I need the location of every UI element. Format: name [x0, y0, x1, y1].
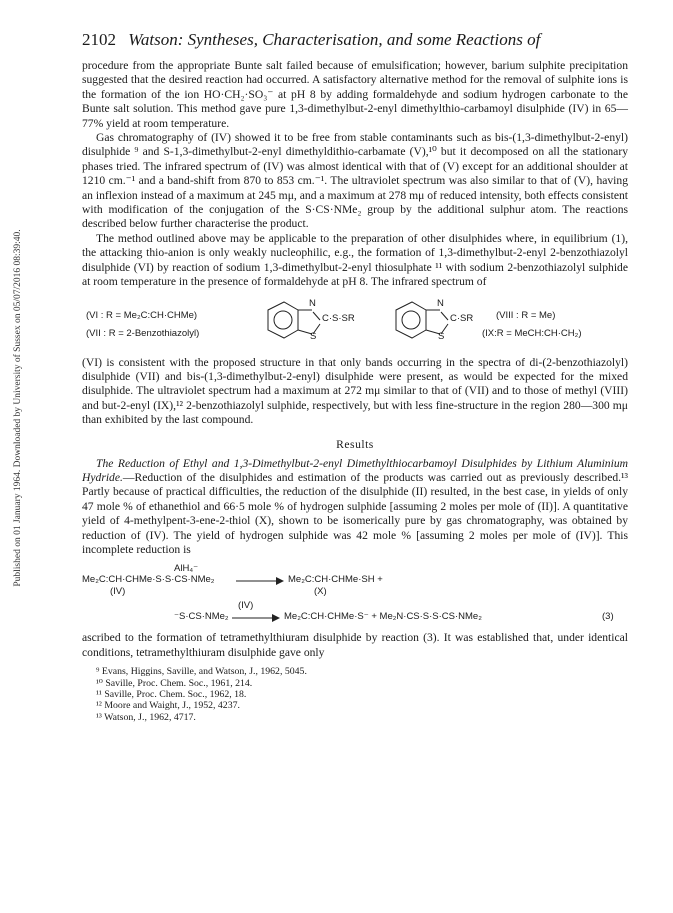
- benzothiazole-ring-1: [258, 297, 358, 348]
- reaction-equations: [82, 563, 628, 625]
- eq-arrow-2: [232, 614, 280, 622]
- results-subheading: The Reduction of Ethyl and 1,3-Dimethylbut-2-enyl Dimethylthiocarbamoyl Disulphides by Lithium Aluminium Hydride.: [82, 456, 628, 484]
- footnote-9: ⁹ Evans, Higgins, Saville, and Watson, J., 1962, 5045.: [96, 666, 307, 678]
- paragraph-4: (VI) is consistent with the proposed structure in that only bands occurring in the spectra of di-(2-benzothiazolyl) disulphide (VII) and bis-(1,3-dimethylbut-2-enyl) disulphide were present, as would be expected for the mixed disulphide. The ultraviolet spectrum had a maximum at 272 mμ similar to that of (VII) and to those of methyl (VIII) and but-2-enyl (IX),¹² 2-benzothiazolyl sulphide, respectively, but with less fine-structure in the region 280—300 mμ than exhibited by the last compound.: [82, 355, 628, 427]
- eq2-right: Me₂C:CH·CHMe·S⁻ + Me₂N·CS·S·S·CS·NMe₂: [284, 611, 482, 623]
- benzothiazole-structures: [82, 298, 628, 350]
- paragraph-2: Gas chromatography of (IV) showed it to be free from stable contaminants such as bis-(1,3-dimethylbut-2-enyl) disulphide ⁹ and S-1,3-dimethylbut-2-enyl dimethyldithio-carbamate (V),¹⁰ but it decomposed on all the stationary phases tried. The infrared spectrum of (IV) was almost identical with that of (V) except for an additional shoulder at 1210 cm.⁻¹ and a band-shift from 870 to 853 cm.⁻¹. The ultraviolet spectrum was also similar to that of (V), having an inflexion instead of a maximum at 245 mμ, and a maximum at 278 mμ of reduced intensity, both effects consistent with modification of the conjugation of the S·CS·NMe₂ group by the additional sulphur atom. The reactions described below further characterise the product.: [82, 131, 628, 231]
- footnote-10: ¹⁰ Saville, Proc. Chem. Soc., 1961, 214.: [96, 677, 253, 689]
- benzothiazole-ring-2: [386, 297, 486, 348]
- structure-label-viii: (VIII : R = Me): [496, 309, 556, 321]
- atom-n-2: N: [437, 297, 444, 309]
- running-title: Watson: Syntheses, Characterisation, and some Reactions of: [128, 30, 541, 49]
- footnote-13: ¹³ Watson, J., 1962, 4717.: [96, 711, 196, 723]
- eq-number: (3): [602, 611, 614, 623]
- paragraph-6: ascribed to the formation of tetramethylthiuram disulphide by reaction (3). It was established that, under identical conditions, tetramethylthiuram disulphide gave only: [82, 631, 628, 659]
- eq2-reagent: (IV): [238, 600, 254, 612]
- atom-s-2: S: [438, 330, 445, 342]
- mol1-substituent: C·S·SR: [322, 312, 355, 324]
- running-header: [82, 30, 628, 50]
- paragraph-3: The method outlined above may be applicable to the preparation of other disulphides where, in equilibrium (1), the attacking thio-anion is only weakly nucleophilic, e.g., the formation of 1,3-dimethylbut-2-enyl 2-benzothiazolyl disulphide (VI) by reaction of sodium 1,3-dimethylbut-2-enyl thiosulphate ¹¹ with sodium 2-benzothiazolyl sulphide at room temperature in the presence of formaldehyde at pH 8. The infrared spectrum of: [82, 231, 628, 289]
- eq-reactant: Me₂C:CH·CHMe·S·S·CS·NMe₂: [82, 574, 215, 586]
- eq-product-label: (X): [314, 586, 327, 598]
- paragraph-5-body: —Reduction of the disulphides and estimation of the products was carried out as previously described.¹³ Partly because of practical difficulties, the reduction of the disulphide (II) resulted, in the best case, in yields of only 47 mole % of ethanethiol and 66·5 mole % of hydrogen sulphide [assuming 2 moles per mole of (II)]. A quantitative yield of 4-methylpent-3-ene-2-thiol (X), shown to be isomerically pure by gas chromatography, was obtained by reduction of (IV). The yield of hydrogen sulphide was 42 mole % [assuming 2 moles per mole of (IV)]. This incomplete reduction is: [82, 470, 628, 556]
- eq2-left: ⁻S·CS·NMe₂: [174, 611, 229, 623]
- atom-n-1: N: [309, 297, 316, 309]
- structure-label-vi: (VI : R = Me₂C:CH·CHMe): [86, 309, 198, 321]
- eq-arrow-1: [236, 577, 284, 585]
- side-notice-text: Published on 01 January 1964. Downloaded by University of Sussex on 05/07/2016 08:39:40.: [13, 229, 23, 587]
- page: [82, 30, 628, 723]
- structure-label-ix: (IX:R = MeCH:CH·CH₂): [482, 327, 582, 339]
- side-download-notice: [4, 150, 23, 670]
- eq-product: Me₂C:CH·CHMe·SH +: [288, 574, 383, 586]
- eq-reactant-label: (IV): [110, 586, 126, 598]
- paragraph-5: [82, 457, 628, 558]
- page-number: 2102: [82, 30, 116, 49]
- footnote-12: ¹² Moore and Waight, J., 1952, 4237.: [96, 700, 240, 712]
- atom-s-1: S: [310, 330, 317, 342]
- footnote-11: ¹¹ Saville, Proc. Chem. Soc., 1962, 18.: [96, 689, 247, 700]
- eq-reagent: AlH₄⁻: [174, 563, 199, 575]
- paragraph-1: procedure from the appropriate Bunte salt failed because of emulsification; however, barium sulphite precipitation suggested that the desired reaction had occurred. A satisfactory alternative method for the removal of sulphite ions is the formation of the ion HO·CH₂·SO₃⁻ at pH 8 by adding formaldehyde and sodium hydrogen carbonate to the Bunte salt solution. This method gave pure 1,3-dimethylbut-2-enyl dimethylthio-carbamoyl disulphide (IV) in 65—77% yield at room temperature.: [82, 59, 628, 130]
- footnotes: [82, 666, 628, 723]
- structure-label-vii: (VII : R = 2-Benzothiazolyl): [86, 327, 200, 339]
- mol2-substituent: C·SR: [450, 312, 474, 324]
- results-heading: Results: [336, 437, 374, 451]
